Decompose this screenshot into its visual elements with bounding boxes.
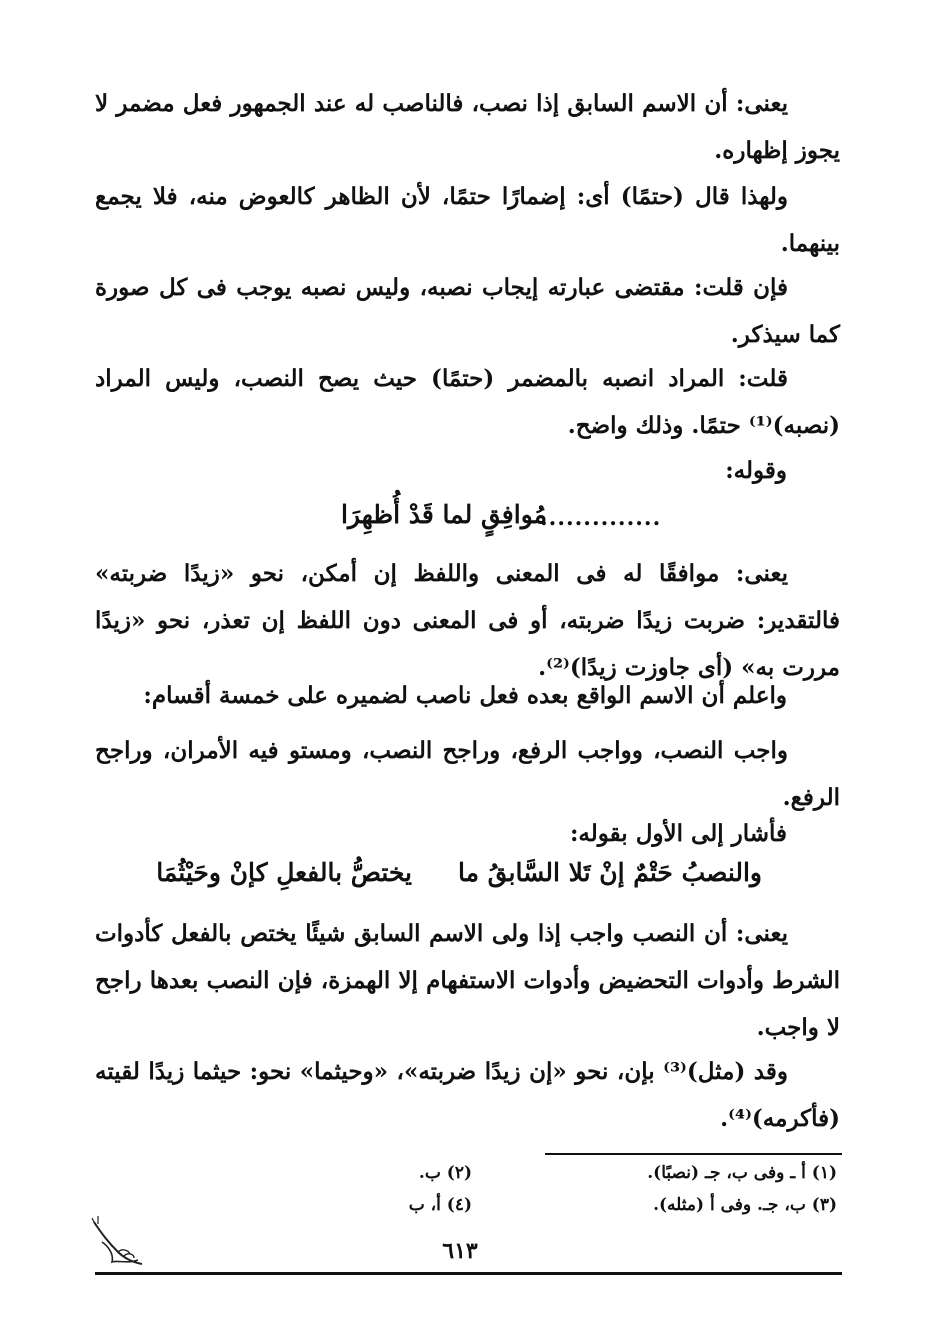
verse-1-second-hemistich: مُوافِقٍ لما قَدْ أُظهِرَا [340,500,547,529]
paragraph-11: وقد (مثل)⁽³⁾ بإن، نحو «إن زيدًا ضربته»، «وحيثما» نحو: حيثما زيدًا لقيته (فأكرمه)⁽⁴⁾. [95,1058,840,1132]
verse-1-first-hemistich-ellipsis: .............. [540,505,662,531]
bottom-rule [95,1272,842,1275]
footnote-separator [545,1153,842,1155]
footnote-2: (٢) ب. [418,1163,472,1183]
footnote-3: (٣) ب، جـ. وفى أ (مثله). [653,1195,837,1215]
footnote-1: (١) أ ـ وفى ب، جـ (نصبًا). [647,1163,837,1183]
verse-2-first-hemistich: والنصبُ حَتْمٌ إنْ تَلا السَّابقُ ما [457,858,762,887]
verse-2-second-hemistich: يختصُّ بالفعلِ كإنْ وحَيْثُمَا [156,858,412,887]
paragraph-10: يعنى: أن النصب واجب إذا ولى الاسم السابق شيئًا يختص بالفعل كأدوات الشرط وأدوات التحضيض وأدوات الاستفهام إلا الهمزة، فإن النصب بعدها راجح لا واجب. [95,920,840,1041]
paragraph-7: واعلم أن الاسم الواقع بعده فعل ناصب لضميره على خمسة أقسام: [143,682,787,709]
paragraph-2: ولهذا قال (حتمًا) أى: إضمارًا حتمًا، لأن الظاهر كالعوض منه، فلا يجمع بينهما. [95,183,840,257]
page-number: ٦١٣ [442,1238,478,1264]
hand-mark-icon [88,1212,148,1270]
paragraph-1: يعنى: أن الاسم السابق إذا نصب، فالناصب له عند الجمهور فعل مضمر لا يجوز إظهاره. [95,90,840,164]
paragraph-3: فإن قلت: مقتضى عبارته إيجاب نصبه، وليس نصبه يوجب فى كل صورة كما سيذكر. [95,274,840,348]
paragraph-4: قلت: المراد انصبه بالمضمر (حتمًا) حيث يصح النصب، وليس المراد (نصبه)⁽¹⁾ حتمًا. وذلك واضح. [95,365,840,439]
footnote-4: (٤) أ، ب [408,1195,472,1215]
paragraph-6: يعنى: موافقًا له فى المعنى واللفظ إن أمكن، نحو «زيدًا ضربته» فالتقدير: ضربت زيدًا ضربته، أو فى المعنى دون اللفظ إن تعذر، نحو «زيدًا مررت به» (أى جاوزت زيدًا)⁽²⁾. [95,560,840,681]
paragraph-8: واجب النصب، وواجب الرفع، وراجح النصب، ومستو فيه الأمران، وراجح الرفع. [95,737,840,811]
paragraph-5: وقوله: [725,457,787,484]
paragraph-9: فأشار إلى الأول بقوله: [569,820,787,847]
